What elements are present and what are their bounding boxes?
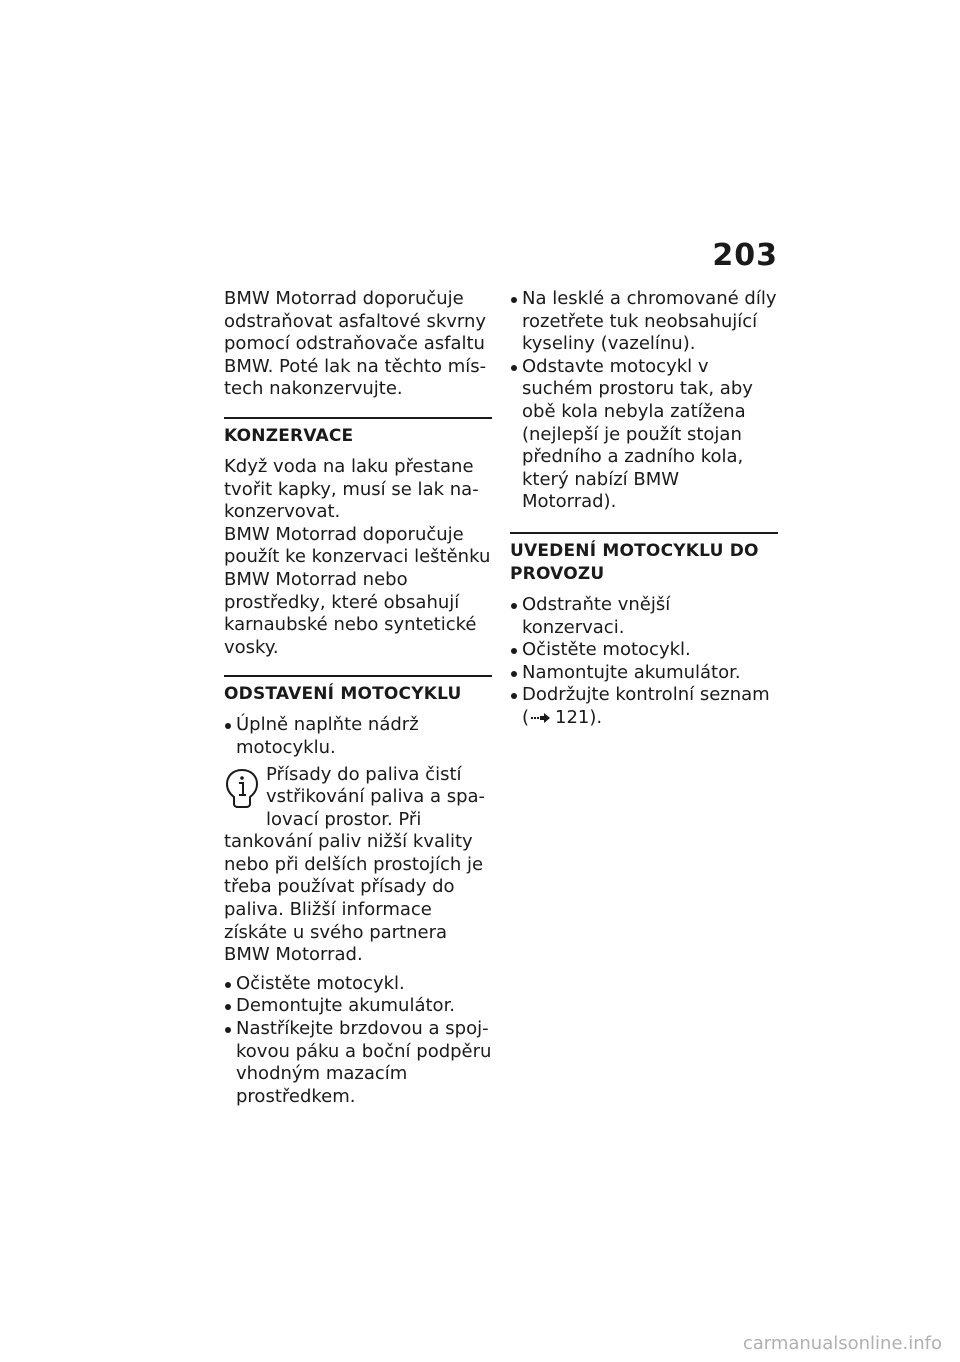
heading-odstaveni: ODSTAVENÍ MOTOCYKLU	[224, 684, 462, 705]
left-column	[224, 288, 492, 1108]
section-divider	[224, 417, 492, 419]
watermark: carmanualsonline.info	[742, 1333, 942, 1354]
list-item: Očistěte motocykl.	[224, 973, 492, 996]
list-item: Namontujte akumulátor.	[510, 662, 778, 685]
list-item: Úplně naplňte nádrž motocyklu.	[224, 714, 492, 759]
ref-page-number: 121).	[555, 706, 603, 728]
uvedeni-list	[510, 594, 778, 730]
list-item: Odstavte motocykl v suchém prostoru tak, aby obě kola nebyla zatížena (nejlepší je použít stojan předního a zadního kola, který nabízí BMW Motorrad).	[510, 356, 778, 514]
info-note	[224, 764, 492, 967]
page-number: 203	[712, 238, 778, 273]
section-divider	[510, 532, 778, 534]
page-reference[interactable]	[522, 707, 602, 728]
odstaveni-list-1	[224, 714, 492, 759]
heading-konzervace: KONZERVACE	[224, 425, 354, 446]
list-item: Demontujte akumulátor.	[224, 995, 492, 1018]
list-item: Nastříkejte brzdovou a spojkovou páku a boční podpěru vhodným mazacím prostředkem.	[224, 1018, 492, 1108]
info-note-text: Přísady do paliva čistí vstřikování paliva a spalovací prostor. Při tankování paliv nižší kvality nebo při delších prostojích je třeba používat přísady do paliva. Bližší informace získáte u svého partnera BMW Motorrad.	[224, 763, 486, 966]
right-column	[510, 288, 778, 730]
list-item-text: Dodržujte kontrolní seznam	[522, 684, 770, 706]
list-item: Odstraňte vnější konzervaci.	[510, 594, 778, 639]
odstaveni-list-continued	[510, 288, 778, 514]
info-icon	[224, 766, 260, 810]
list-item	[510, 684, 778, 729]
heading-uvedeni: UVEDENÍ MOTOCYKLU DO PROVOZU	[510, 540, 759, 584]
konzervace-paragraph-1: Když voda na laku přestane tvořit kapky, musí se lak nakonzervovat.	[224, 455, 479, 523]
konzervace-paragraph-2: BMW Motorrad doporučuje použít ke konzervaci leštěnku BMW Motorrad nebo prostředky, které obsahují karnaubské nebo syntetické vosky.	[224, 523, 491, 658]
list-item: Na lesklé a chromované díly rozetřete tuk neobsahující kyseliny (vazelínu).	[510, 288, 778, 356]
list-item: Očistěte motocykl.	[510, 639, 778, 662]
intro-paragraph: BMW Motorrad doporučuje odstraňovat asfaltové skvrny pomocí odstraňovače asfaltu BMW. Poté lak na těchto místech nakonzervujte.	[224, 288, 487, 400]
odstaveni-list-2	[224, 973, 492, 1109]
page-reference-arrow-icon	[531, 712, 551, 724]
section-divider	[224, 675, 492, 677]
ref-open-paren: (	[522, 706, 530, 728]
